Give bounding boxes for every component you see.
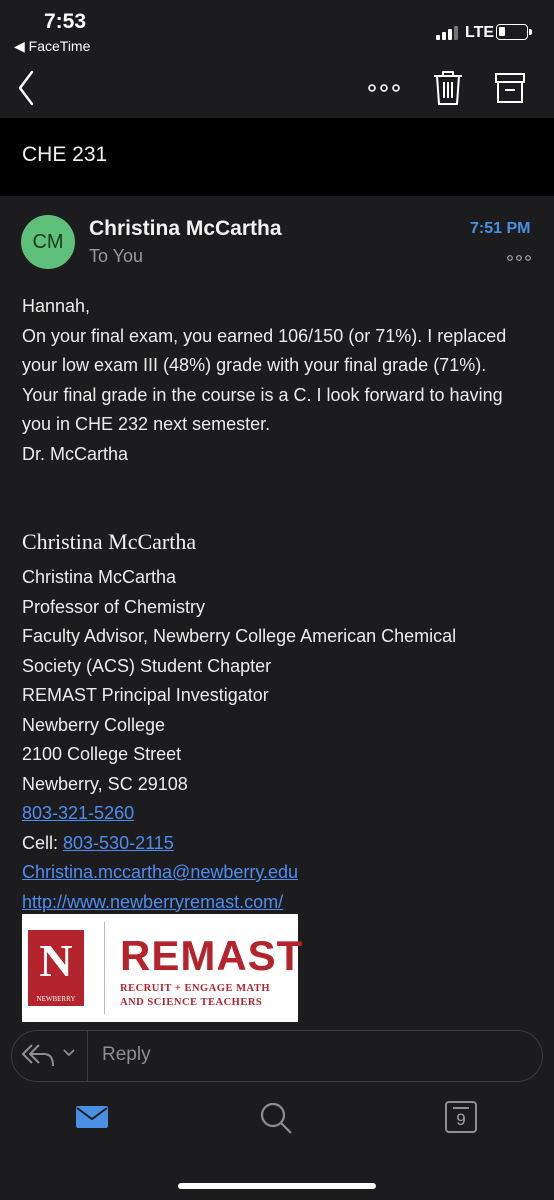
logo-title: REMAST bbox=[120, 932, 304, 979]
tab-mail[interactable] bbox=[74, 1100, 110, 1134]
network-label: LTE bbox=[465, 24, 495, 41]
signature-line: Newberry, SC 29108 bbox=[22, 773, 188, 794]
calendar-day: 9 bbox=[456, 1110, 466, 1129]
more-button[interactable] bbox=[362, 72, 406, 104]
body-line: On your final exam, you earned 106/150 (or 71%). I replaced bbox=[22, 325, 507, 346]
back-button[interactable] bbox=[10, 66, 50, 110]
back-chevron-icon bbox=[10, 66, 50, 110]
phone-link[interactable]: 803-321-5260 bbox=[22, 803, 135, 823]
signature-script-name: Christina McCartha bbox=[22, 529, 197, 554]
archive-icon bbox=[490, 66, 530, 110]
delete-button[interactable] bbox=[428, 66, 468, 110]
body-line: Hannah, bbox=[22, 296, 91, 316]
tab-search[interactable] bbox=[258, 1100, 294, 1136]
signature-line: REMAST Principal Investigator bbox=[22, 685, 269, 705]
signal-icon bbox=[436, 26, 458, 40]
search-icon bbox=[258, 1100, 294, 1136]
cell-label: Cell: bbox=[22, 832, 64, 853]
home-indicator[interactable] bbox=[178, 1183, 376, 1189]
body-line: your low exam III (48%) grade with your final grade (71%). bbox=[22, 355, 487, 375]
reply-all-icon bbox=[20, 1040, 56, 1070]
more-icon bbox=[362, 72, 406, 104]
recipient-line[interactable]: To You bbox=[89, 246, 144, 266]
body-line: Dr. McCartha bbox=[22, 443, 129, 464]
signature-line: Society (ACS) Student Chapter bbox=[22, 655, 272, 676]
email-subject: CHE 231 bbox=[22, 143, 108, 166]
email-link[interactable]: Christina.mccartha@newberry.edu bbox=[22, 862, 299, 882]
reply-all-button[interactable] bbox=[20, 1040, 56, 1070]
body-line: Your final grade in the course is a C. I look forward to having bbox=[22, 384, 503, 405]
signature-line: Professor of Chemistry bbox=[22, 596, 206, 617]
avatar[interactable]: CM bbox=[21, 215, 75, 269]
message-time: 7:51 PM bbox=[470, 220, 531, 237]
website-link[interactable]: http://www.newberryremast.com/ bbox=[22, 891, 284, 912]
tab-calendar[interactable] bbox=[444, 1100, 478, 1134]
body-line: you in CHE 232 next semester. bbox=[22, 414, 271, 434]
reply-options-button[interactable] bbox=[62, 1046, 76, 1060]
signature-line: Faculty Advisor, Newberry College American Chemical bbox=[22, 626, 457, 646]
reply-input[interactable]: Reply bbox=[102, 1044, 151, 1065]
logo-tagline: AND SCIENCE TEACHERS bbox=[120, 997, 263, 1008]
message-more-button[interactable] bbox=[504, 250, 534, 266]
remast-logo-image[interactable] bbox=[22, 914, 304, 1022]
reply-divider bbox=[87, 1031, 88, 1081]
battery-icon bbox=[496, 24, 528, 40]
trash-icon bbox=[428, 66, 468, 110]
chevron-down-icon bbox=[62, 1046, 76, 1060]
badge-letter: N bbox=[39, 935, 73, 986]
mail-icon bbox=[74, 1100, 110, 1134]
cell-phone-link[interactable]: 803-530-2115 bbox=[63, 832, 174, 853]
message-body bbox=[22, 292, 542, 469]
archive-button[interactable] bbox=[490, 66, 530, 110]
newberry-badge bbox=[28, 930, 84, 1006]
back-to-app-link[interactable]: ◀ FaceTime bbox=[14, 38, 91, 54]
signature-line: Christina McCartha bbox=[22, 567, 177, 587]
more-icon bbox=[504, 250, 534, 266]
sender-name[interactable]: Christina McCartha bbox=[89, 217, 282, 240]
logo-tagline: RECRUIT + ENGAGE MATH bbox=[120, 983, 270, 994]
reply-bar[interactable] bbox=[11, 1030, 543, 1082]
signature-line: 2100 College Street bbox=[22, 744, 182, 764]
signature-line: Newberry College bbox=[22, 714, 166, 735]
signature-block bbox=[22, 563, 456, 917]
status-time: 7:53 bbox=[44, 10, 87, 33]
logo-divider bbox=[104, 922, 105, 1014]
badge-caption: NEWBERRY bbox=[36, 995, 76, 1003]
